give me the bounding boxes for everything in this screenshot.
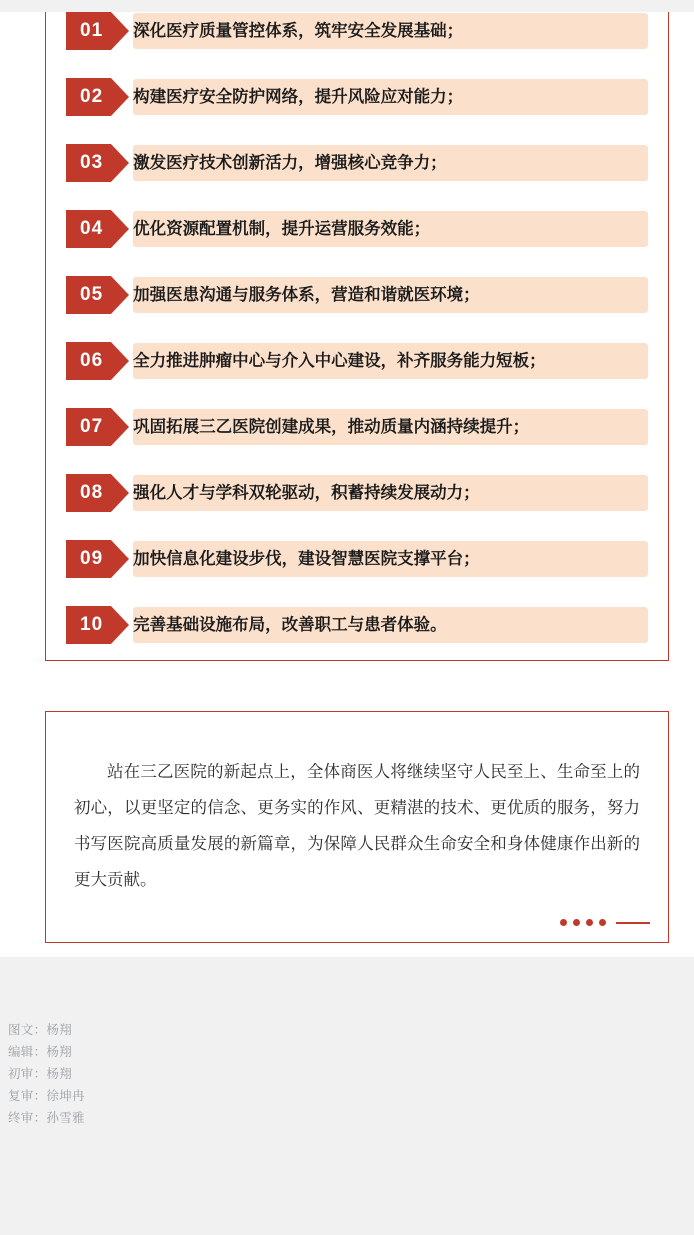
credit-line: 图文：杨翔	[8, 1023, 73, 1037]
list-item-bar	[133, 409, 648, 445]
list-item-number: 04	[66, 210, 111, 248]
decorative-dots	[560, 919, 650, 926]
list-item	[66, 12, 648, 50]
list-item	[66, 276, 648, 314]
rule-icon	[616, 922, 650, 924]
article-card	[0, 12, 694, 957]
list-item	[66, 474, 648, 512]
list-item	[66, 342, 648, 380]
list-item	[66, 210, 648, 248]
list-item-bar	[133, 475, 648, 511]
dot-icon	[573, 919, 580, 926]
list-item-label: 全力推进肿瘤中心与介入中心建设，补齐服务能力短板；	[133, 351, 546, 370]
dot-icon	[586, 919, 593, 926]
numbered-list	[46, 12, 668, 644]
list-item-label: 加快信息化建设步伐，建设智慧医院支撑平台；	[133, 549, 480, 568]
list-item-number: 07	[66, 408, 111, 446]
list-item-bar	[133, 79, 648, 115]
list-item	[66, 606, 648, 644]
list-item-label: 强化人才与学科双轮驱动，积蓄持续发展动力；	[133, 483, 480, 502]
list-item-bar	[133, 211, 648, 247]
list-item-number: 09	[66, 540, 111, 578]
list-item-number: 08	[66, 474, 111, 512]
list-item-number: 03	[66, 144, 111, 182]
section-gap	[0, 957, 694, 1019]
credit-line: 初审：杨翔	[8, 1067, 73, 1081]
dot-icon	[599, 919, 606, 926]
list-item-bar	[133, 277, 648, 313]
list-item-label: 完善基础设施布局，改善职工与患者体验。	[133, 615, 447, 634]
list-item-number: 02	[66, 78, 111, 116]
dot-icon	[560, 919, 567, 926]
list-item-number: 06	[66, 342, 111, 380]
list-item-label: 激发医疗技术创新活力，增强核心竞争力；	[133, 153, 447, 172]
credit-line: 终审：孙雪雅	[8, 1111, 85, 1125]
list-item-number: 05	[66, 276, 111, 314]
conclusion-paragraph: 站在三乙医院的新起点上，全体商医人将继续坚守人民至上、生命至上的初心，以更坚定的信念、更务实的作风、更精湛的技术、更优质的服务，努力书写医院高质量发展的新篇章，为保障人民群众生命安全和身体健康作出新的更大贡献。	[74, 763, 640, 889]
list-item-number: 10	[66, 606, 111, 644]
list-item-label: 优化资源配置机制，提升运营服务效能；	[133, 219, 431, 238]
list-item	[66, 78, 648, 116]
list-item-label: 构建医疗安全防护网络，提升风险应对能力；	[133, 87, 464, 106]
list-item-label: 加强医患沟通与服务体系，营造和谐就医环境；	[133, 285, 480, 304]
list-item-bar	[133, 541, 648, 577]
list-item	[66, 408, 648, 446]
list-item-number: 01	[66, 12, 111, 50]
list-item	[66, 144, 648, 182]
list-item	[66, 540, 648, 578]
list-item-bar	[133, 607, 648, 643]
numbered-list-block	[45, 12, 669, 661]
credit-line: 复审：徐坤冉	[8, 1089, 85, 1103]
list-item-bar	[133, 145, 648, 181]
list-item-bar	[133, 343, 648, 379]
credit-line: 编辑：杨翔	[8, 1045, 73, 1059]
list-item-label: 巩固拓展三乙医院创建成果，推动质量内涵持续提升；	[133, 417, 530, 436]
list-item-bar	[133, 13, 648, 49]
conclusion-block	[45, 711, 669, 943]
list-item-label: 深化医疗质量管控体系，筑牢安全发展基础；	[133, 21, 464, 40]
credits-block	[0, 1019, 694, 1147]
